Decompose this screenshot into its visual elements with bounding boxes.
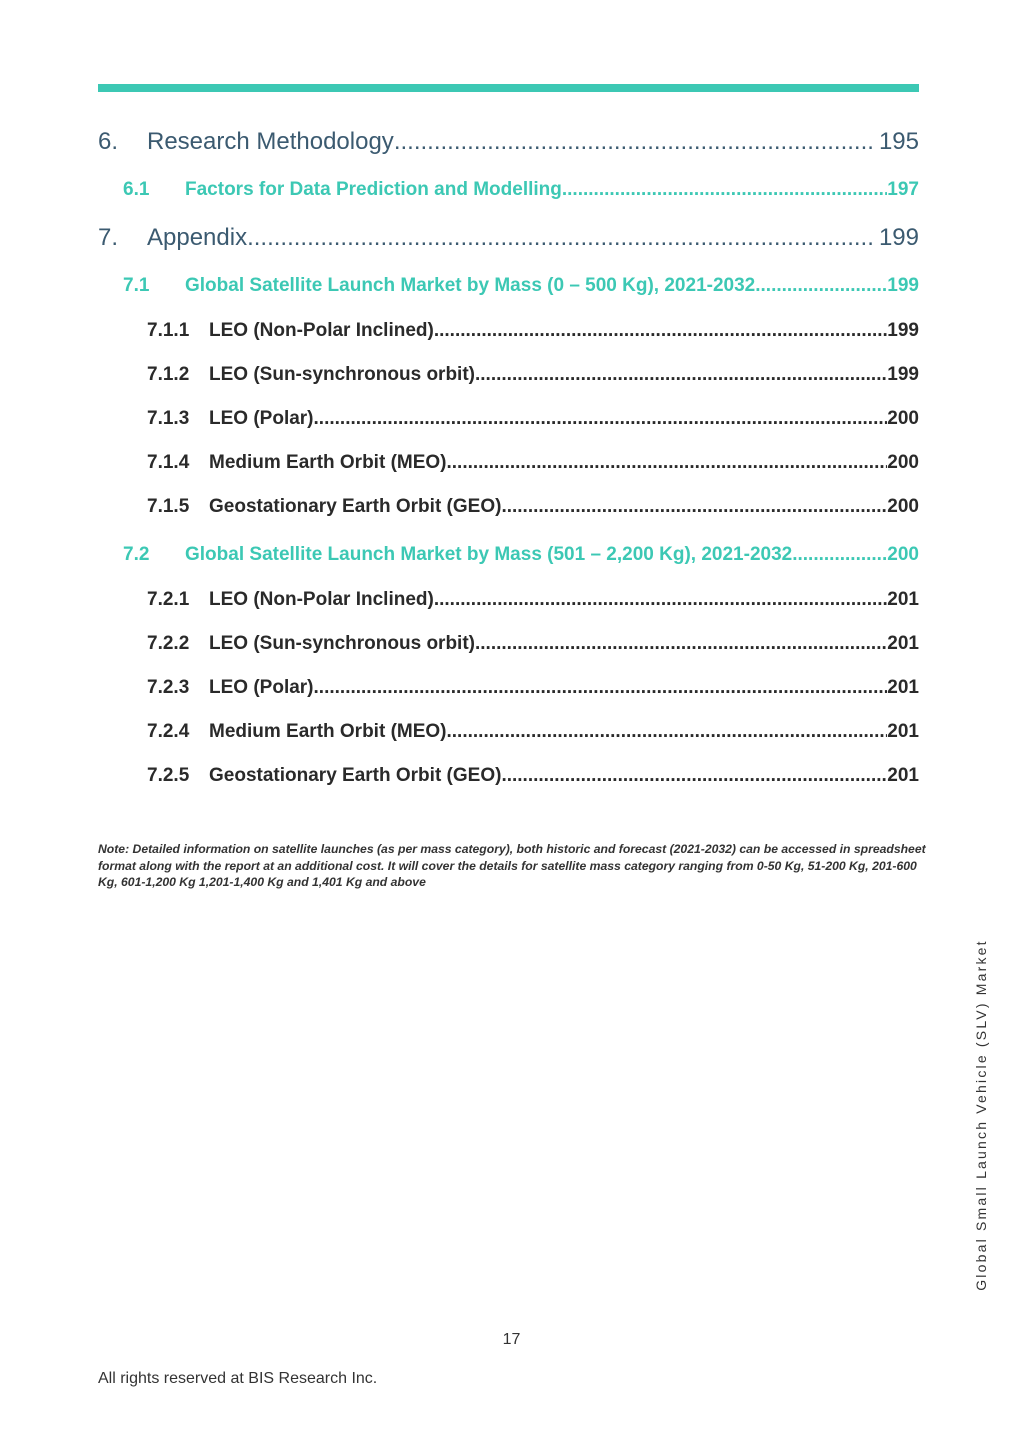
page-number: 17: [502, 1331, 521, 1348]
toc-entry-title: LEO (Non-Polar Inclined): [209, 589, 434, 610]
toc-entry-number: 7.1.5: [147, 496, 190, 517]
header-accent-rule: [98, 84, 919, 92]
toc-dot-leader: [434, 589, 887, 611]
toc-entry-title: Geostationary Earth Orbit (GEO): [209, 765, 502, 786]
toc-entry-number: 7.2.5: [147, 765, 190, 786]
toc-entry-page: 197: [887, 179, 919, 200]
toc-entry-7[interactable]: [98, 224, 919, 271]
toc-entry-number: 7.2.2: [147, 633, 190, 654]
toc-entry-title: Factors for Data Prediction and Modelling: [185, 179, 562, 200]
toc-dot-leader: [501, 765, 887, 787]
toc-entry-7-2-5[interactable]: [98, 765, 919, 809]
toc-entry-title: Global Satellite Launch Market by Mass (0 – 500 Kg), 2021-2032: [185, 275, 756, 296]
toc-entry-7-1-3[interactable]: [98, 408, 919, 452]
toc-dot-leader: [501, 496, 887, 518]
toc-dot-leader: [475, 633, 887, 655]
toc-entry-number: 7.1.3: [147, 408, 190, 429]
toc-entry-number: 7.1.4: [147, 452, 190, 473]
toc-dot-leader: [247, 224, 875, 252]
toc-entry-page: 201: [887, 589, 919, 610]
toc-entry-title: Geostationary Earth Orbit (GEO): [209, 496, 502, 517]
toc-entry-number: 7.: [98, 224, 119, 251]
toc-entry-number: 7.1.2: [147, 364, 190, 385]
toc-entry-title: LEO (Sun-synchronous orbit): [209, 633, 475, 654]
toc-entry-7-2-1[interactable]: [98, 589, 919, 633]
toc-entry-title: LEO (Polar): [209, 677, 314, 698]
toc-entry-number: 7.2.1: [147, 589, 190, 610]
toc-entry-title: Global Satellite Launch Market by Mass (501 – 2,200 Kg), 2021-2032: [185, 544, 793, 565]
toc-entry-number: 7.2: [123, 544, 150, 565]
toc-entry-number: 6.1: [123, 179, 150, 200]
toc-entry-7-2-3[interactable]: [98, 677, 919, 721]
toc-dot-leader: [434, 320, 887, 342]
toc-dot-leader: [562, 179, 887, 201]
side-report-title: Global Small Launch Vehicle (SLV) Market: [973, 939, 989, 1291]
toc-entry-title: LEO (Non-Polar Inclined): [209, 320, 434, 341]
toc-entry-page: 200: [887, 544, 919, 565]
toc-entry-page: 199: [887, 320, 919, 341]
table-of-contents: [98, 128, 919, 809]
footer-copyright: All rights reserved at BIS Research Inc.: [98, 1370, 378, 1387]
note-text: Note: Detailed information on satellite launches (as per mass category), both historic and forecast (2021-2032) can be accessed in spreadsheet format along with the report at an additional cost. It will cover the details for satellite mass category ranging from 0-50 Kg, 51-200 Kg, 201-600 Kg, 601-1,200 Kg 1,201-1,400 Kg and 1,401 Kg and above: [98, 842, 926, 889]
toc-entry-page: 199: [878, 224, 919, 251]
toc-entry-7-1-1[interactable]: [98, 320, 919, 364]
toc-entry-page: 201: [887, 633, 919, 654]
toc-entry-page: 200: [887, 408, 919, 429]
toc-dot-leader: [792, 544, 887, 566]
toc-entry-7-1-2[interactable]: [98, 364, 919, 408]
toc-entry-page: 201: [887, 721, 919, 742]
toc-dot-leader: [314, 408, 888, 430]
toc-entry-number: 6.: [98, 128, 119, 155]
toc-dot-leader: [447, 452, 888, 474]
toc-entry-title: Appendix: [147, 224, 248, 251]
toc-entry-title: LEO (Sun-synchronous orbit): [209, 364, 475, 385]
toc-entry-title: Medium Earth Orbit (MEO): [209, 721, 447, 742]
toc-entry-page: 199: [887, 364, 919, 385]
toc-entry-page: 200: [887, 452, 919, 473]
toc-entry-7-1-5[interactable]: [98, 496, 919, 540]
toc-dot-leader: [475, 364, 887, 386]
toc-entry-title: LEO (Polar): [209, 408, 314, 429]
toc-entry-6-1[interactable]: [98, 179, 919, 224]
toc-entry-number: 7.2.3: [147, 677, 190, 698]
toc-entry-title: Medium Earth Orbit (MEO): [209, 452, 447, 473]
toc-entry-7-1[interactable]: [98, 275, 919, 320]
toc-entry-page: 201: [887, 765, 919, 786]
toc-entry-number: 7.1: [123, 275, 150, 296]
toc-entry-page: 201: [887, 677, 919, 698]
toc-entry-7-1-4[interactable]: [98, 452, 919, 496]
toc-dot-leader: [314, 677, 888, 699]
toc-dot-leader: [755, 275, 887, 297]
toc-entry-7-2[interactable]: [98, 544, 919, 589]
toc-entry-7-2-2[interactable]: [98, 633, 919, 677]
toc-entry-7-2-4[interactable]: [98, 721, 919, 765]
toc-entry-6[interactable]: [98, 128, 919, 175]
toc-entry-number: 7.2.4: [147, 721, 190, 742]
toc-dot-leader: [394, 128, 875, 156]
toc-entry-title: Research Methodology: [147, 128, 394, 155]
toc-entry-number: 7.1.1: [147, 320, 190, 341]
toc-entry-page: 200: [887, 496, 919, 517]
toc-dot-leader: [447, 721, 888, 743]
toc-entry-page: 195: [878, 128, 919, 155]
toc-entry-page: 199: [887, 275, 919, 296]
